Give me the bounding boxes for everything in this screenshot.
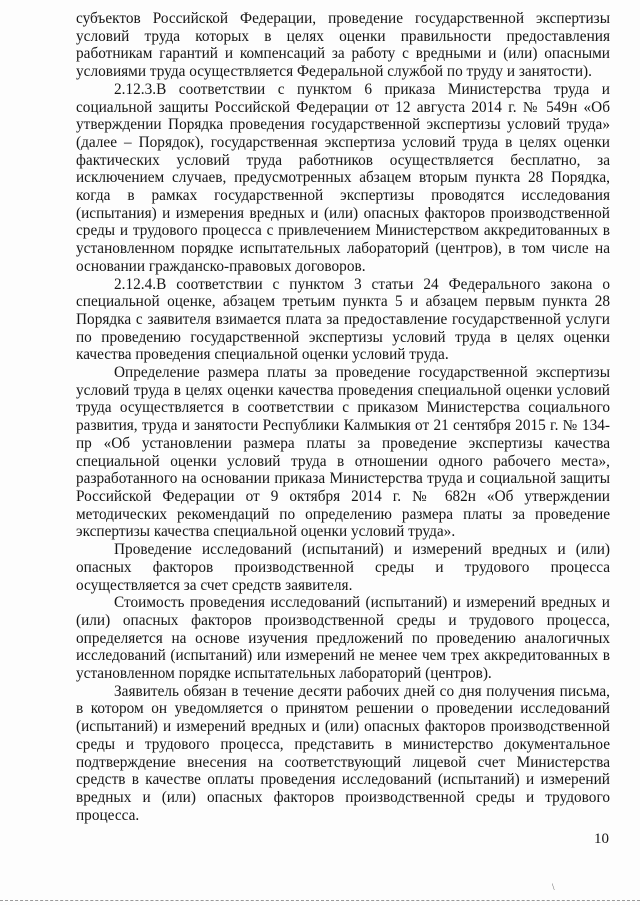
paragraph-applicant-funds: Проведение исследований (испытаний) и измерений вредных и (или) опасных факторов производственной среды и трудового процесса осуществляется за счет средств заявителя. <box>76 541 610 594</box>
paragraph-2-12-4: 2.12.4.В соответствии с пунктом 3 статьи 24 Федерального закона о специальной оценке, абзацем третьим пункта 5 и абзацем первым пункта 28 Порядка с заявителя взимается плата за предоставление государственной услуги по проведению государственной экспертизы условий труда в целях оценки качества проведения специальной оценки условий труда. <box>76 275 610 364</box>
paragraph-continuation: субъектов Российской Федерации, проведение государственной экспертизы условий труда которых в целях оценки правильности предоставления работникам гарантий и компенсаций за работу с вредными и (или) опасными условиями труда осуществляется Федеральной службой по труду и занятости). <box>76 10 610 81</box>
scan-mark: \ <box>552 882 555 892</box>
paragraph-fee-determination: Определение размера платы за проведение государственной экспертизы условий труда в целях оценки качества проведения специальной оценки условий труда осуществляется в соответствии с приказом Министерства социального развития, труда и занятости Республики Калмыкия от 21 сентября 2015 г. № 134-пр «Об установлении размера платы за проведение экспертизы качества специальной оценки условий труда в отношении одного рабочего места», разработанного на основании приказа Министерства труда и социальной защиты Российской Федерации от 9 октября 2014 г. № 682н «Об утверждении методических рекомендаций по определению размера платы за проведение экспертизы качества специальной оценки условий труда». <box>76 364 610 541</box>
page-bottom-edge <box>0 900 640 901</box>
paragraph-2-12-3: 2.12.3.В соответствии с пунктом 6 приказа Министерства труда и социальной защиты Российской Федерации от 12 августа 2014 г. № 549н «Об утверждении Порядка проведения государственной экспертизы условий труда» (далее – Порядок), государственная экспертиза условий труда в целях оценки фактических условий труда работников осуществляется бесплатно, за исключением случаев, предусмотренных абзацем вторым пункта 28 Порядка, когда в рамках государственной экспертизы проводятся исследования (испытания) и измерения вредных и (или) опасных факторов производственной среды и трудового процесса с привлечением Министерством аккредитованных в установленном порядке испытательных лабораторий (центров), в том числе на основании гражданско-правовых договоров. <box>76 80 610 275</box>
page-number: 10 <box>594 831 609 847</box>
paragraph-cost-determination: Стоимость проведения исследований (испытаний) и измерений вредных и (или) опасных факторов производственной среды и трудового процесса, определяется на основе изучения предложений по проведению аналогичных исследований (испытаний) или измерений не менее чем трех аккредитованных в установленном порядке испытательных лабораторий (центров). <box>76 594 610 683</box>
paragraph-applicant-obligation: Заявитель обязан в течение десяти рабочих дней со дня получения письма, в котором он уведомляется о принятом решении о проведении исследований (испытаний) и измерений вредных и (или) опасных факторов производственной среды и трудового процесса, представить в министерство документальное подтверждение внесения на соответствующий лицевой счет Министерства средств в качестве оплаты проведения исследований (испытаний) и измерений вредных и (или) опасных факторов производственной среды и трудового процесса. <box>76 682 610 824</box>
document-body <box>76 10 610 824</box>
